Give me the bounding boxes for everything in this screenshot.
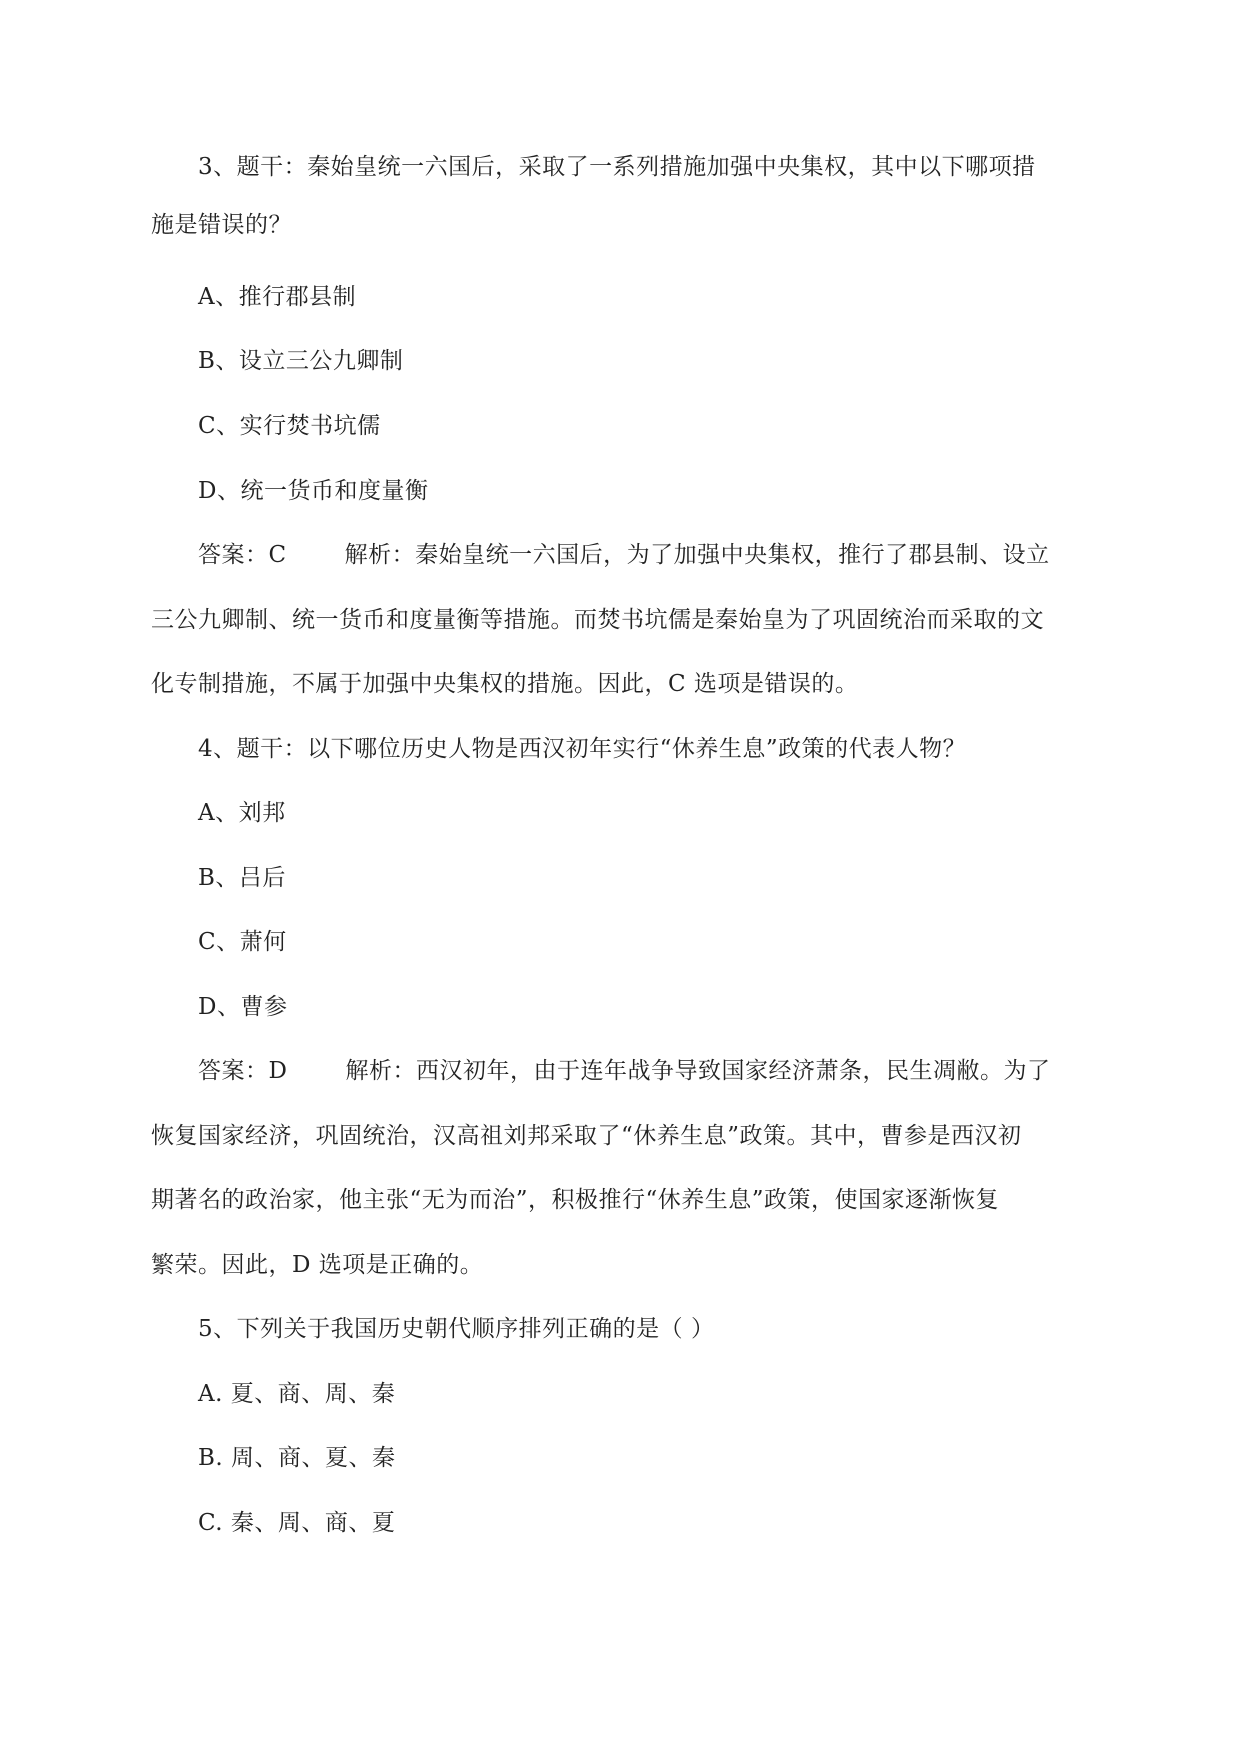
q4-analysis-line-3: 期著名的政治家，他主张“无为而治”，积极推行“休养生息”政策，使国家逐渐恢复	[151, 1187, 1000, 1213]
q3-answer-line	[198, 540, 1050, 570]
q4-analysis-line-4: 繁荣。因此，D 选项是正确的。	[151, 1252, 484, 1278]
q5-option-c: C. 秦、周、商、夏	[198, 1510, 396, 1536]
q3-answer: 答案：C	[198, 542, 287, 568]
q4-option-c: C、萧何	[198, 929, 287, 955]
q4-answer-line	[198, 1056, 1050, 1086]
q4-stem-line-1: 4、题干：以下哪位历史人物是西汉初年实行“休养生息”政策的代表人物？	[198, 736, 967, 762]
q4-answer: 答案：D	[198, 1058, 288, 1084]
q3-analysis-line-1: 解析：秦始皇统一六国后，为了加强中央集权，推行了郡县制、设立	[344, 542, 1050, 568]
q4-analysis-line-1: 解析：西汉初年，由于连年战争导致国家经济萧条，民生凋敝。为了	[345, 1058, 1051, 1084]
q4-option-d: D、曹参	[198, 994, 288, 1020]
q3-analysis-line-3: 化专制措施，不属于加强中央集权的措施。因此，C 选项是错误的。	[151, 671, 859, 697]
q3-option-b: B、设立三公九卿制	[198, 348, 404, 374]
q3-option-a: A、推行郡县制	[198, 284, 357, 310]
q3-option-c: C、实行焚书坑儒	[198, 413, 381, 439]
q3-stem-line-1: 3、题干：秦始皇统一六国后，采取了一系列措施加强中央集权，其中以下哪项措	[198, 154, 1036, 180]
q3-option-d: D、统一货币和度量衡	[198, 478, 429, 504]
q4-analysis-line-2: 恢复国家经济，巩固统治，汉高祖刘邦采取了“休养生息”政策。其中，曹参是西汉初	[151, 1123, 1022, 1149]
q3-analysis-line-2: 三公九卿制、统一货币和度量衡等措施。而焚书坑儒是秦始皇为了巩固统治而采取的文	[151, 607, 1044, 633]
q5-option-a: A. 夏、商、周、秦	[198, 1381, 396, 1407]
q3-stem-line-2: 施是错误的？	[151, 212, 292, 238]
q5-stem-line-1: 5、下列关于我国历史朝代顺序排列正确的是（ ）	[198, 1316, 715, 1342]
q5-option-b: B. 周、商、夏、秦	[198, 1445, 396, 1471]
q4-option-a: A、刘邦	[198, 800, 286, 826]
q4-option-b: B、吕后	[198, 865, 286, 891]
